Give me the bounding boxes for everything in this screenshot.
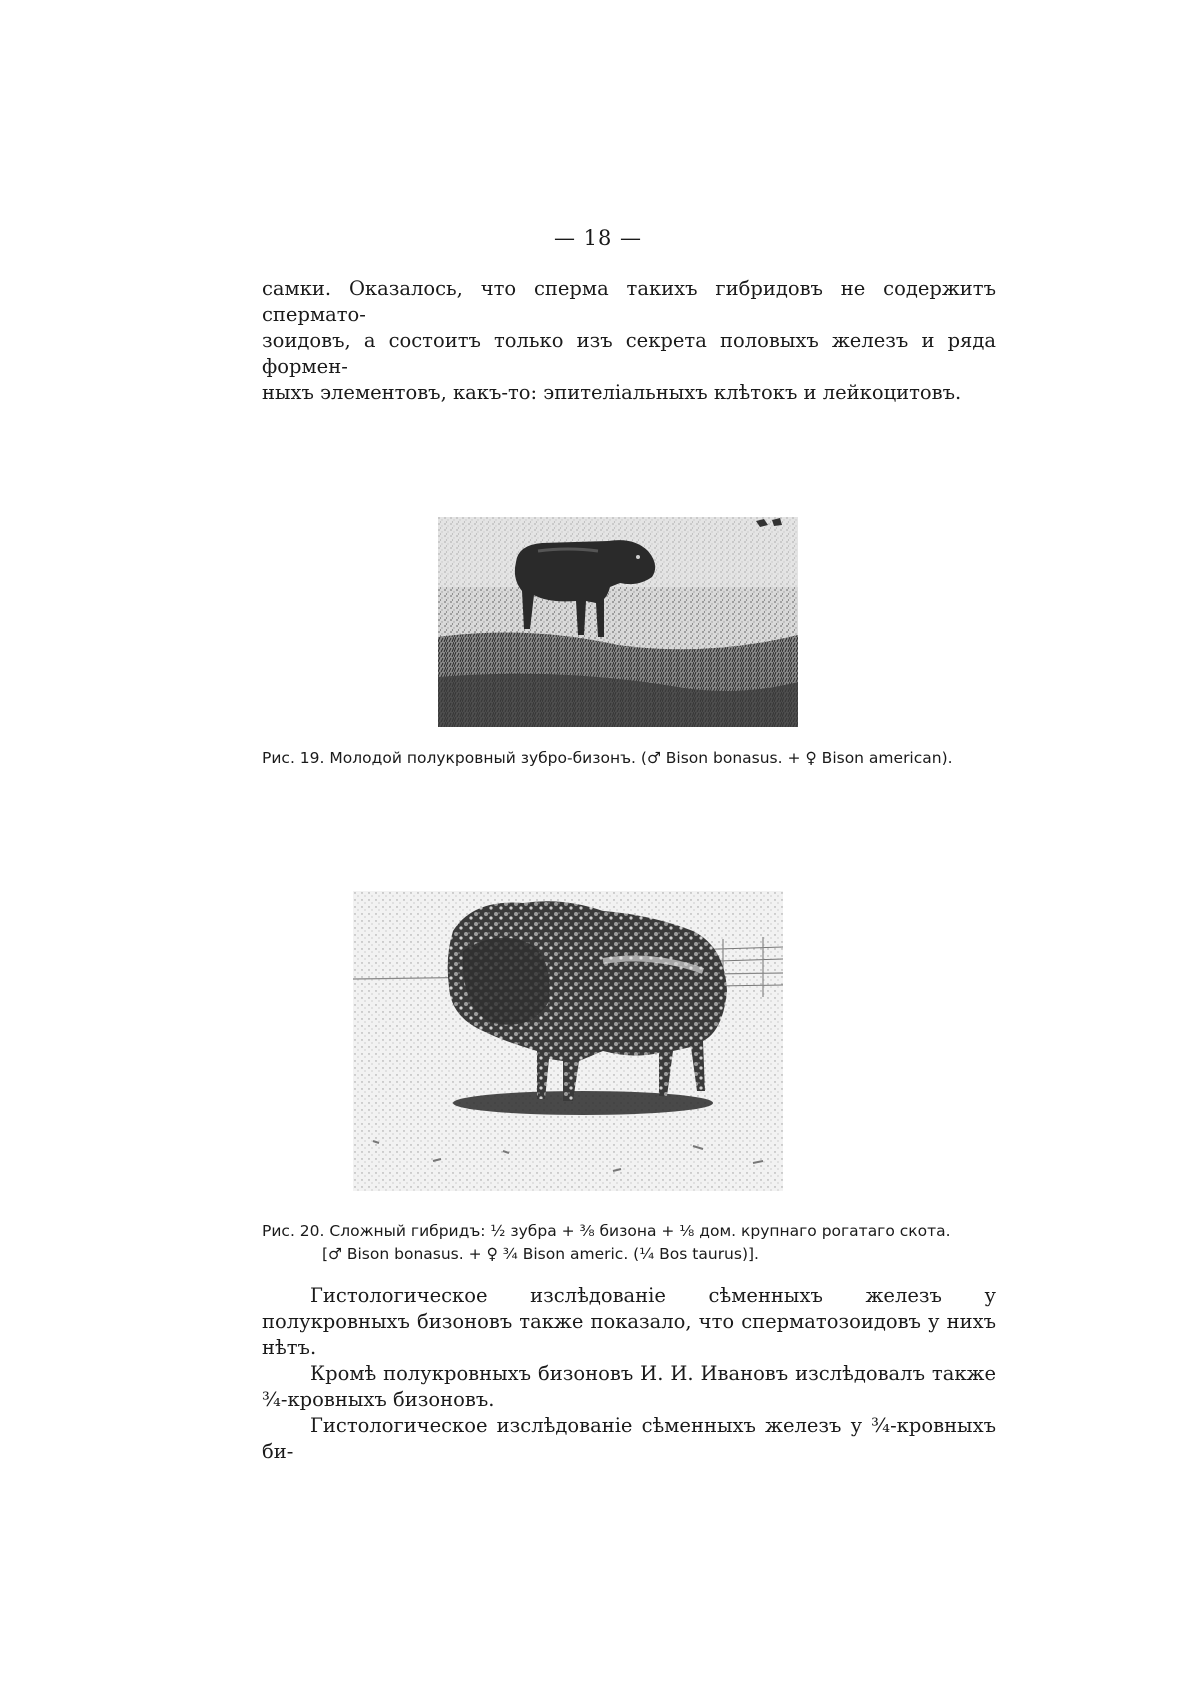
paragraphs-bottom — [262, 1283, 996, 1465]
paragraph-line: самки. Оказалось, что сперма такихъ гибридовъ не содержитъ спермато- — [262, 277, 996, 326]
paragraph-line: ныхъ элементовъ, какъ-то: эпителіальныхъ клѣтокъ и лейкоцитовъ. — [262, 381, 962, 404]
figure-19-photo — [438, 517, 798, 727]
bison-hybrid-photo — [353, 891, 783, 1191]
paragraph-top — [262, 276, 996, 406]
paragraph: Гистологическое изслѣдованіе сѣменныхъ железъ у ¾-кровныхъ би- — [262, 1414, 996, 1463]
figure-20-caption-line1: Рис. 20. Сложный гибридъ: ½ зубра + ³⁄₈ бизона + ⅛ дом. крупнаго рогатаго скота. — [262, 1222, 951, 1240]
paragraph: Кромѣ полукровныхъ бизоновъ И. И. Ивановъ изслѣдовалъ также ¾-кровныхъ бизоновъ. — [262, 1362, 996, 1411]
paragraph: Гистологическое изслѣдованіе сѣменныхъ железъ у полукровныхъ бизоновъ также показало, что сперматозоидовъ у нихъ нѣтъ. — [262, 1284, 996, 1359]
figure-20-caption-line2: [♂ Bison bonasus. + ♀ ¾ Bison americ. (¼ Bos taurus)]. — [322, 1245, 759, 1263]
figure-19-caption: Рис. 19. Молодой полукровный зубро-бизонъ. (♂ Bison bonasus. + ♀ Bison american). — [262, 749, 953, 767]
figure-20-photo — [353, 891, 783, 1191]
bison-calf-photo — [438, 517, 798, 727]
page-number: — 18 — — [553, 226, 643, 250]
paragraph-line: зоидовъ, а состоитъ только изъ секрета половыхъ железъ и ряда формен- — [262, 329, 996, 378]
